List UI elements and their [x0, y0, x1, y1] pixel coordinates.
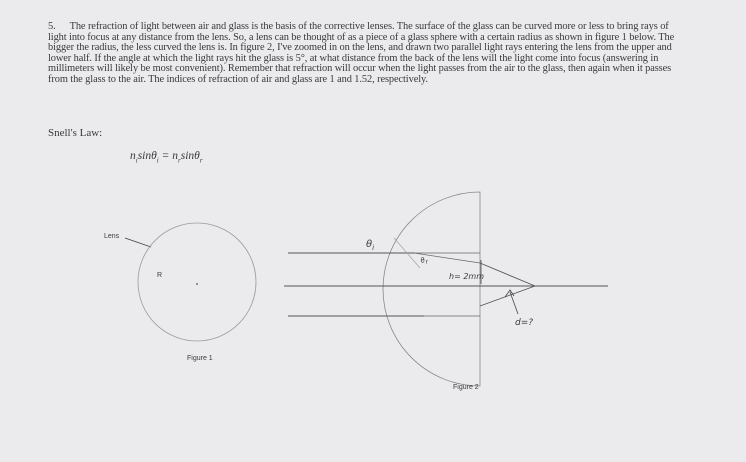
height-label: h= 2mm	[449, 272, 484, 281]
figure1-caption: Figure 1	[187, 355, 213, 362]
radius-label: R	[157, 272, 163, 279]
distance-label: d=?	[515, 318, 534, 328]
lens-pointer-line	[125, 238, 151, 247]
theta-i-label: $\theta_i$	[366, 239, 375, 252]
figure2-drawing	[284, 192, 608, 386]
upper-exit-ray	[480, 263, 535, 286]
problem-statement: The refraction of light between air and glass is the basis of the corrective lenses. The surface of the glass can be curved more or less to bring rays of light into focus at any distance from the lens. So, a lens can be thought of as a piece of a glass sphere with a certain radius as shown in figure 1 below. The bigger the radius, the less curved the lens is. In figure 2, I've zoomed in on the lens, and drawn two parallel light rays entering the lens from the upper and lower half. If the angle at which the light rays hit the glass is 5°, at what distance from the back of the lens will the light come into focus (answering in millimeters will likely be most convenient). Remember that refraction will occur when the light passes from the air to the glass, then again when it passes from the glass to the air. The indices of refraction of air and glass are 1 and 1.52, respectively.	[48, 21, 675, 85]
lens-label: Lens	[104, 233, 120, 240]
lens-circle	[138, 223, 256, 341]
problem-number: 5.	[48, 21, 56, 32]
snell-law-formula: $n_i\sin\theta_i = n_r\sin\theta_r$	[130, 150, 203, 165]
lens-center-dot	[196, 283, 198, 285]
lower-exit-ray	[480, 286, 535, 306]
figure1-drawing	[125, 223, 256, 341]
theta-r-label: $\theta_r$	[419, 256, 430, 266]
snell-law-label: Snell's Law:	[48, 127, 103, 139]
plano-convex-lens	[383, 192, 480, 386]
figure2-caption: Figure 2	[453, 384, 479, 391]
